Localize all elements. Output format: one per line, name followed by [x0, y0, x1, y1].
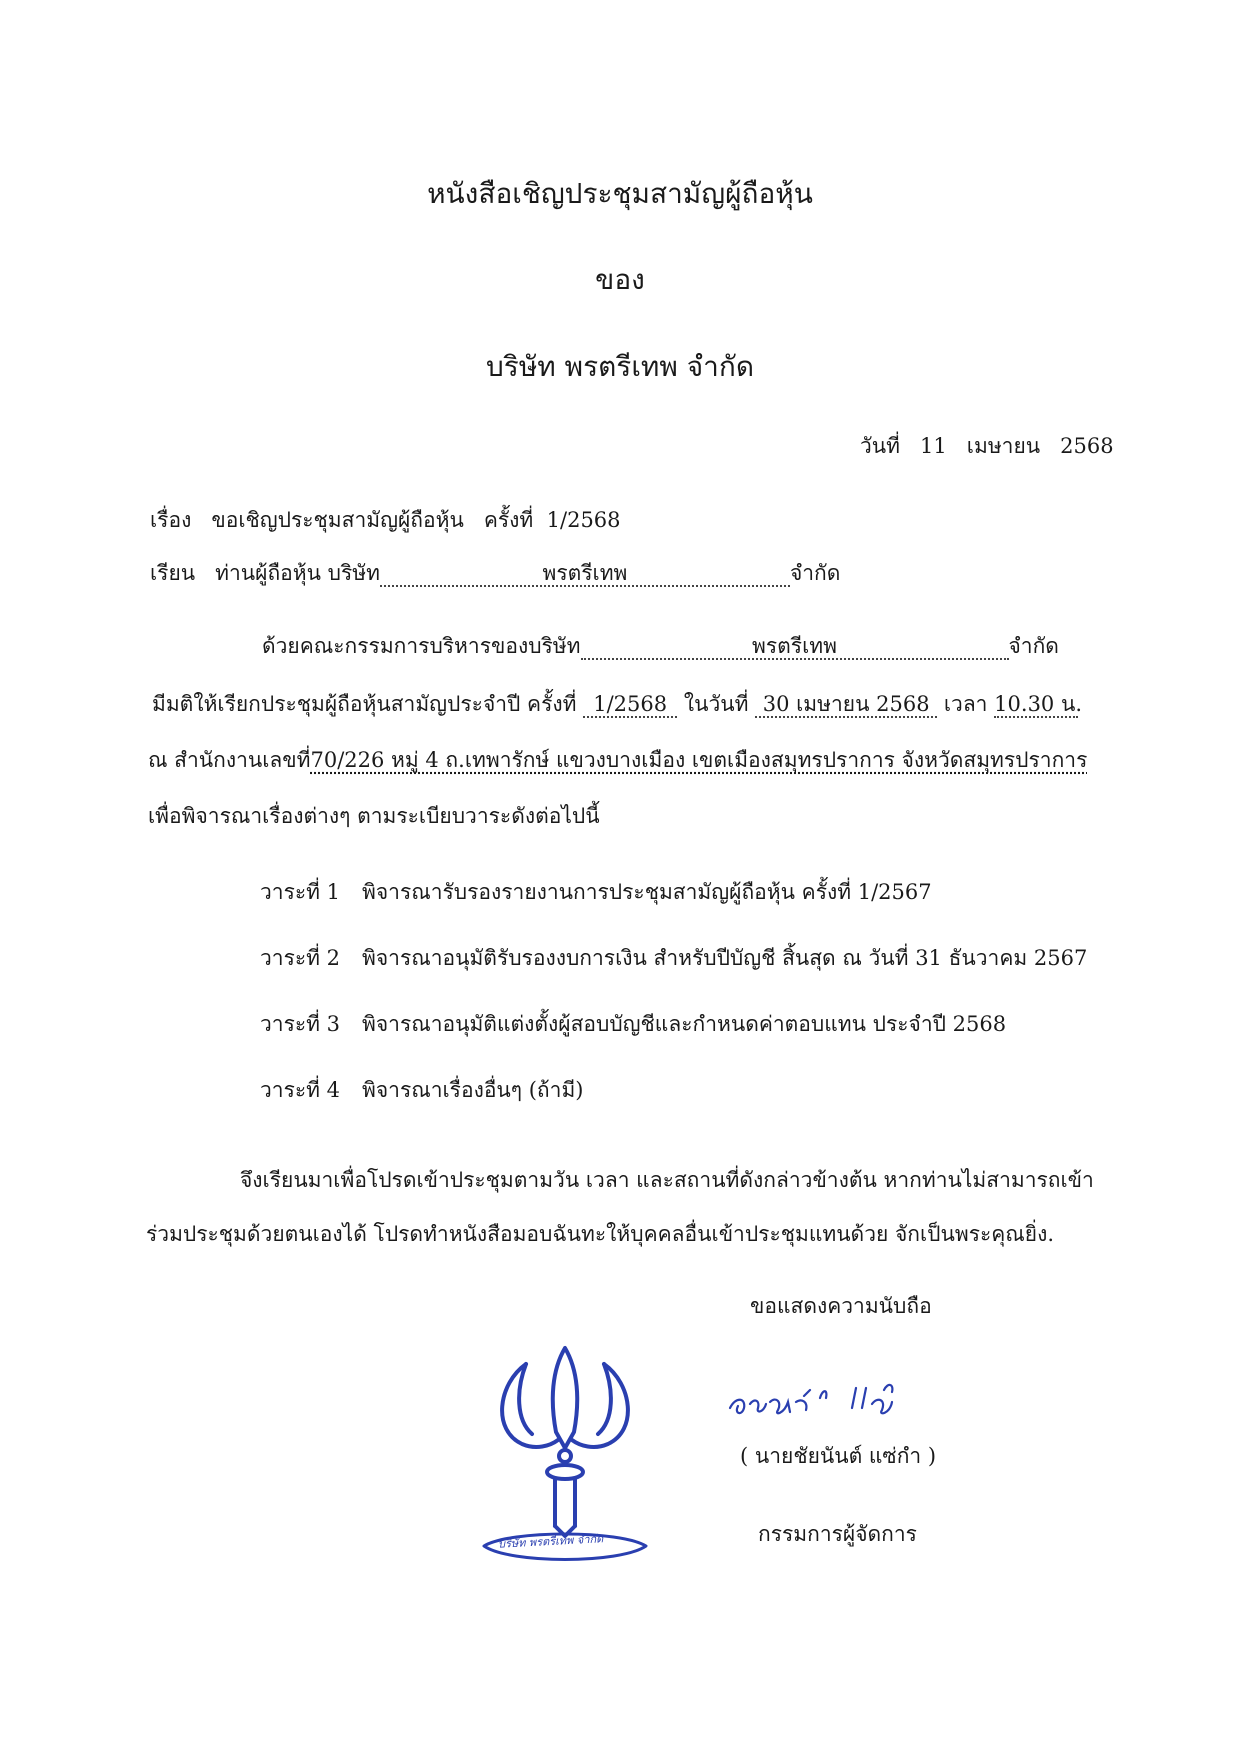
document-title: หนังสือเชิญประชุมสามัญผู้ถือหุ้น: [427, 177, 813, 210]
seal-text: บริษัท พรตรีเทพ จำกัด: [497, 1532, 604, 1551]
subject-text: ขอเชิญประชุมสามัญผู้ถือหุ้น: [211, 508, 464, 532]
body-line-1-prefix: ด้วยคณะกรรมการบริหารของบริษัท: [262, 634, 581, 658]
recipient-text: ท่านผู้ถือหุ้น บริษัท: [215, 561, 380, 585]
closing-line-2: ร่วมประชุมด้วยตนเองได้ โปรดทำหนังสือมอบฉันทะให้บุคคลอื่นเข้าประชุมแทนด้วย จักเป็นพระคุณยิ่ง.: [146, 1222, 1055, 1246]
recipient-suffix: จำกัด: [789, 561, 841, 585]
closing-line-1: จึงเรียนมาเพื่อโปรดเข้าประชุมตามวัน เวลา และสถานที่ดังกล่าวข้างต้น หากท่านไม่สามารถเข้า: [240, 1168, 1094, 1192]
agenda-text: พิจารณาเรื่องอื่นๆ (ถ้ามี): [362, 1078, 584, 1102]
body-line-2-on: ในวันที่: [683, 692, 749, 716]
agenda-item: [260, 942, 1087, 975]
subject-line: [150, 504, 621, 537]
closing-regards: ขอแสดงความนับถือ: [750, 1294, 932, 1318]
recipient-company: พรตรีเทพ: [380, 562, 790, 587]
agenda-text: พิจารณาอนุมัติแต่งตั้งผู้สอบบัญชีและกำหนดค่าตอบแทน ประจำปี 2568: [362, 1012, 1007, 1036]
company-name-heading: บริษัท พรตรีเทพ จำกัด: [486, 350, 754, 383]
subject-round: 1/2568: [546, 508, 621, 532]
body-line-3: [148, 744, 1087, 777]
agenda-item: [260, 1008, 1006, 1041]
subject-label: เรื่อง: [150, 508, 192, 532]
date-month: เมษายน: [966, 434, 1041, 458]
agenda-label: วาระที่ 2: [260, 946, 341, 970]
body-line-2-time-label: เวลา: [943, 692, 988, 716]
meeting-time: 10.30 น.: [994, 693, 1078, 718]
date-day: 11: [920, 434, 947, 458]
subject-round-label: ครั้งที่: [483, 508, 534, 532]
body-line-2: [152, 688, 1082, 721]
body-line-4: เพื่อพิจารณาเรื่องต่างๆ ตามระเบียบวาระดังต่อไปนี้: [148, 804, 600, 828]
agenda-item: [260, 876, 932, 909]
meeting-date: 30 เมษายน 2568: [755, 693, 937, 718]
body-line-1: [262, 630, 1059, 663]
meeting-address: 70/226 หมู่ 4 ถ.เทพารักษ์ แขวงบางเมือง เขตเมืองสมุทรปราการ จังหวัดสมุทรปราการ: [310, 748, 1088, 772]
meeting-round: 1/2568: [583, 693, 677, 718]
date-year: 2568: [1060, 434, 1114, 458]
body-line-1-suffix: จำกัด: [1008, 634, 1059, 658]
agenda-item: [260, 1074, 583, 1107]
signer-position: กรรมการผู้จัดการ: [758, 1522, 917, 1546]
body-line-3-prefix: ณ สำนักงานเลขที่: [148, 748, 311, 772]
signer-name: ( นายชัยนันต์ แซ่กำ ): [740, 1444, 937, 1468]
body-line-1-company: พรตรีเทพ: [581, 635, 1009, 660]
recipient-label: เรียน: [150, 561, 196, 585]
document-date: [860, 430, 1114, 463]
agenda-label: วาระที่ 4: [260, 1078, 341, 1102]
date-label: วันที่: [860, 434, 900, 458]
body-line-2-prefix: มีมติให้เรียกประชุมผู้ถือหุ้นสามัญประจำปี ครั้งที่: [152, 692, 577, 716]
agenda-text: พิจารณาอนุมัติรับรองงบการเงิน สำหรับปีบัญชี สิ้นสุด ณ วันที่ 31 ธันวาคม 2567: [362, 946, 1088, 970]
agenda-text: พิจารณารับรองรายงานการประชุมสามัญผู้ถือหุ้น ครั้งที่ 1/2567: [362, 880, 932, 904]
handwritten-signature: [724, 1368, 914, 1428]
document-of: ของ: [595, 263, 645, 296]
agenda-label: วาระที่ 1: [260, 880, 341, 904]
recipient-line: [150, 557, 840, 590]
agenda-label: วาระที่ 3: [260, 1012, 341, 1036]
